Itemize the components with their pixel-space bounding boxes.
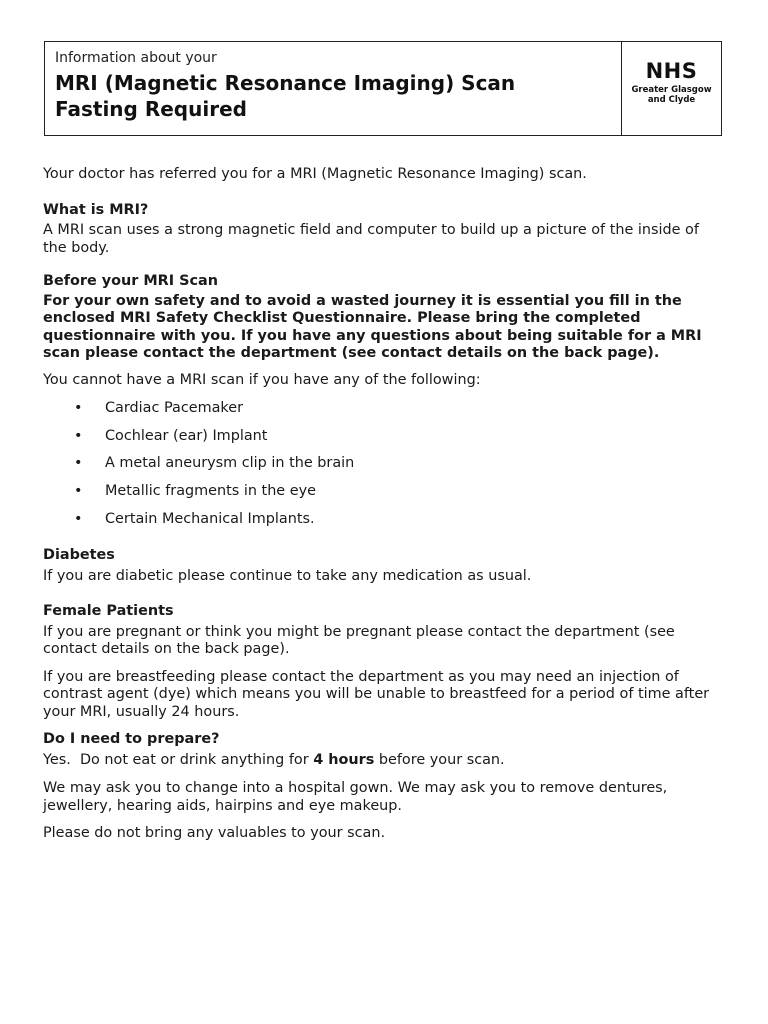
contraindications-intro: You cannot have a MRI scan if you have any of the following: — [43, 371, 481, 388]
bullet-icon: • — [74, 400, 83, 416]
bullet-icon: • — [74, 427, 83, 444]
bullet-icon: • — [74, 455, 83, 472]
title-line-1: MRI (Magnetic Resonance Imaging) Scan — [55, 71, 516, 95]
fasting-instruction — [43, 752, 723, 770]
heading-what-is-mri: What is MRI? — [43, 201, 149, 218]
list-item-text: Certain Mechanical Implants. — [105, 510, 315, 527]
bullet-icon: • — [74, 483, 83, 500]
list-item-text: Cochlear (ear) Implant — [105, 427, 268, 444]
list-item — [43, 400, 723, 428]
list-item — [43, 483, 723, 511]
list-item — [43, 455, 723, 483]
safety-notice: For your own safety and to avoid a wasted journey it is essential you fill in the enclosed MRI Safety Checklist Questionnaire. Please bring the completed questionnaire with you. If you have any questions about being suitable for a MRI scan please contact the department (see contact details on the back page). — [43, 292, 702, 361]
gown-instruction: We may ask you to change into a hospital gown. We may ask you to remove dentures, jewellery, hearing aids, hairpins and eye makeup. — [43, 780, 668, 814]
page-title — [55, 70, 611, 122]
contraindications-list — [43, 400, 723, 538]
nhs-logo — [622, 42, 721, 135]
bullet-icon: • — [74, 510, 83, 527]
list-item-text: A metal aneurysm clip in the brain — [105, 455, 355, 472]
female-breastfeeding-body: If you are breastfeeding please contact the department as you may need an injection of contrast agent (dye) which means you will be unable to breastfeed for a period of time after your MRI, usually 24 hours. — [43, 668, 710, 720]
fasting-duration: 4 hours — [313, 751, 375, 768]
heading-prepare: Do I need to prepare? — [43, 731, 220, 748]
header-title-block — [45, 42, 622, 135]
intro-paragraph: Your doctor has referred you for a MRI (Magnetic Resonance Imaging) scan. — [43, 166, 587, 182]
diabetes-body: If you are diabetic please continue to take any medication as usual. — [43, 567, 532, 584]
heading-before-scan: Before your MRI Scan — [43, 273, 218, 289]
nhs-logo-sub-line-1: Greater Glasgow — [631, 85, 712, 95]
document-body — [43, 166, 723, 843]
heading-diabetes: Diabetes — [43, 547, 115, 564]
list-item — [43, 428, 723, 456]
nhs-logo-mark: NHS — [645, 59, 698, 83]
list-item-text: Metallic fragments in the eye — [105, 483, 316, 500]
heading-female-patients: Female Patients — [43, 603, 174, 620]
fasting-text-post: before your scan. — [374, 751, 505, 768]
valuables-instruction: Please do not bring any valuables to your scan. — [43, 825, 386, 842]
header-box — [44, 41, 722, 136]
list-item — [43, 511, 723, 539]
title-line-2: Fasting Required — [55, 97, 247, 121]
fasting-text-pre: Yes. Do not eat or drink anything for — [43, 751, 314, 768]
list-item-text: Cardiac Pacemaker — [105, 400, 244, 416]
nhs-logo-sub-line-2: and Clyde — [647, 95, 696, 105]
nhs-logo-subtitle — [631, 85, 711, 105]
header-kicker: Information about your — [55, 50, 217, 66]
female-pregnancy-body: If you are pregnant or think you might be pregnant please contact the department (see contact details on the back page). — [43, 623, 675, 658]
what-is-mri-body: A MRI scan uses a strong magnetic field and computer to build up a picture of the inside of the body. — [43, 222, 699, 256]
